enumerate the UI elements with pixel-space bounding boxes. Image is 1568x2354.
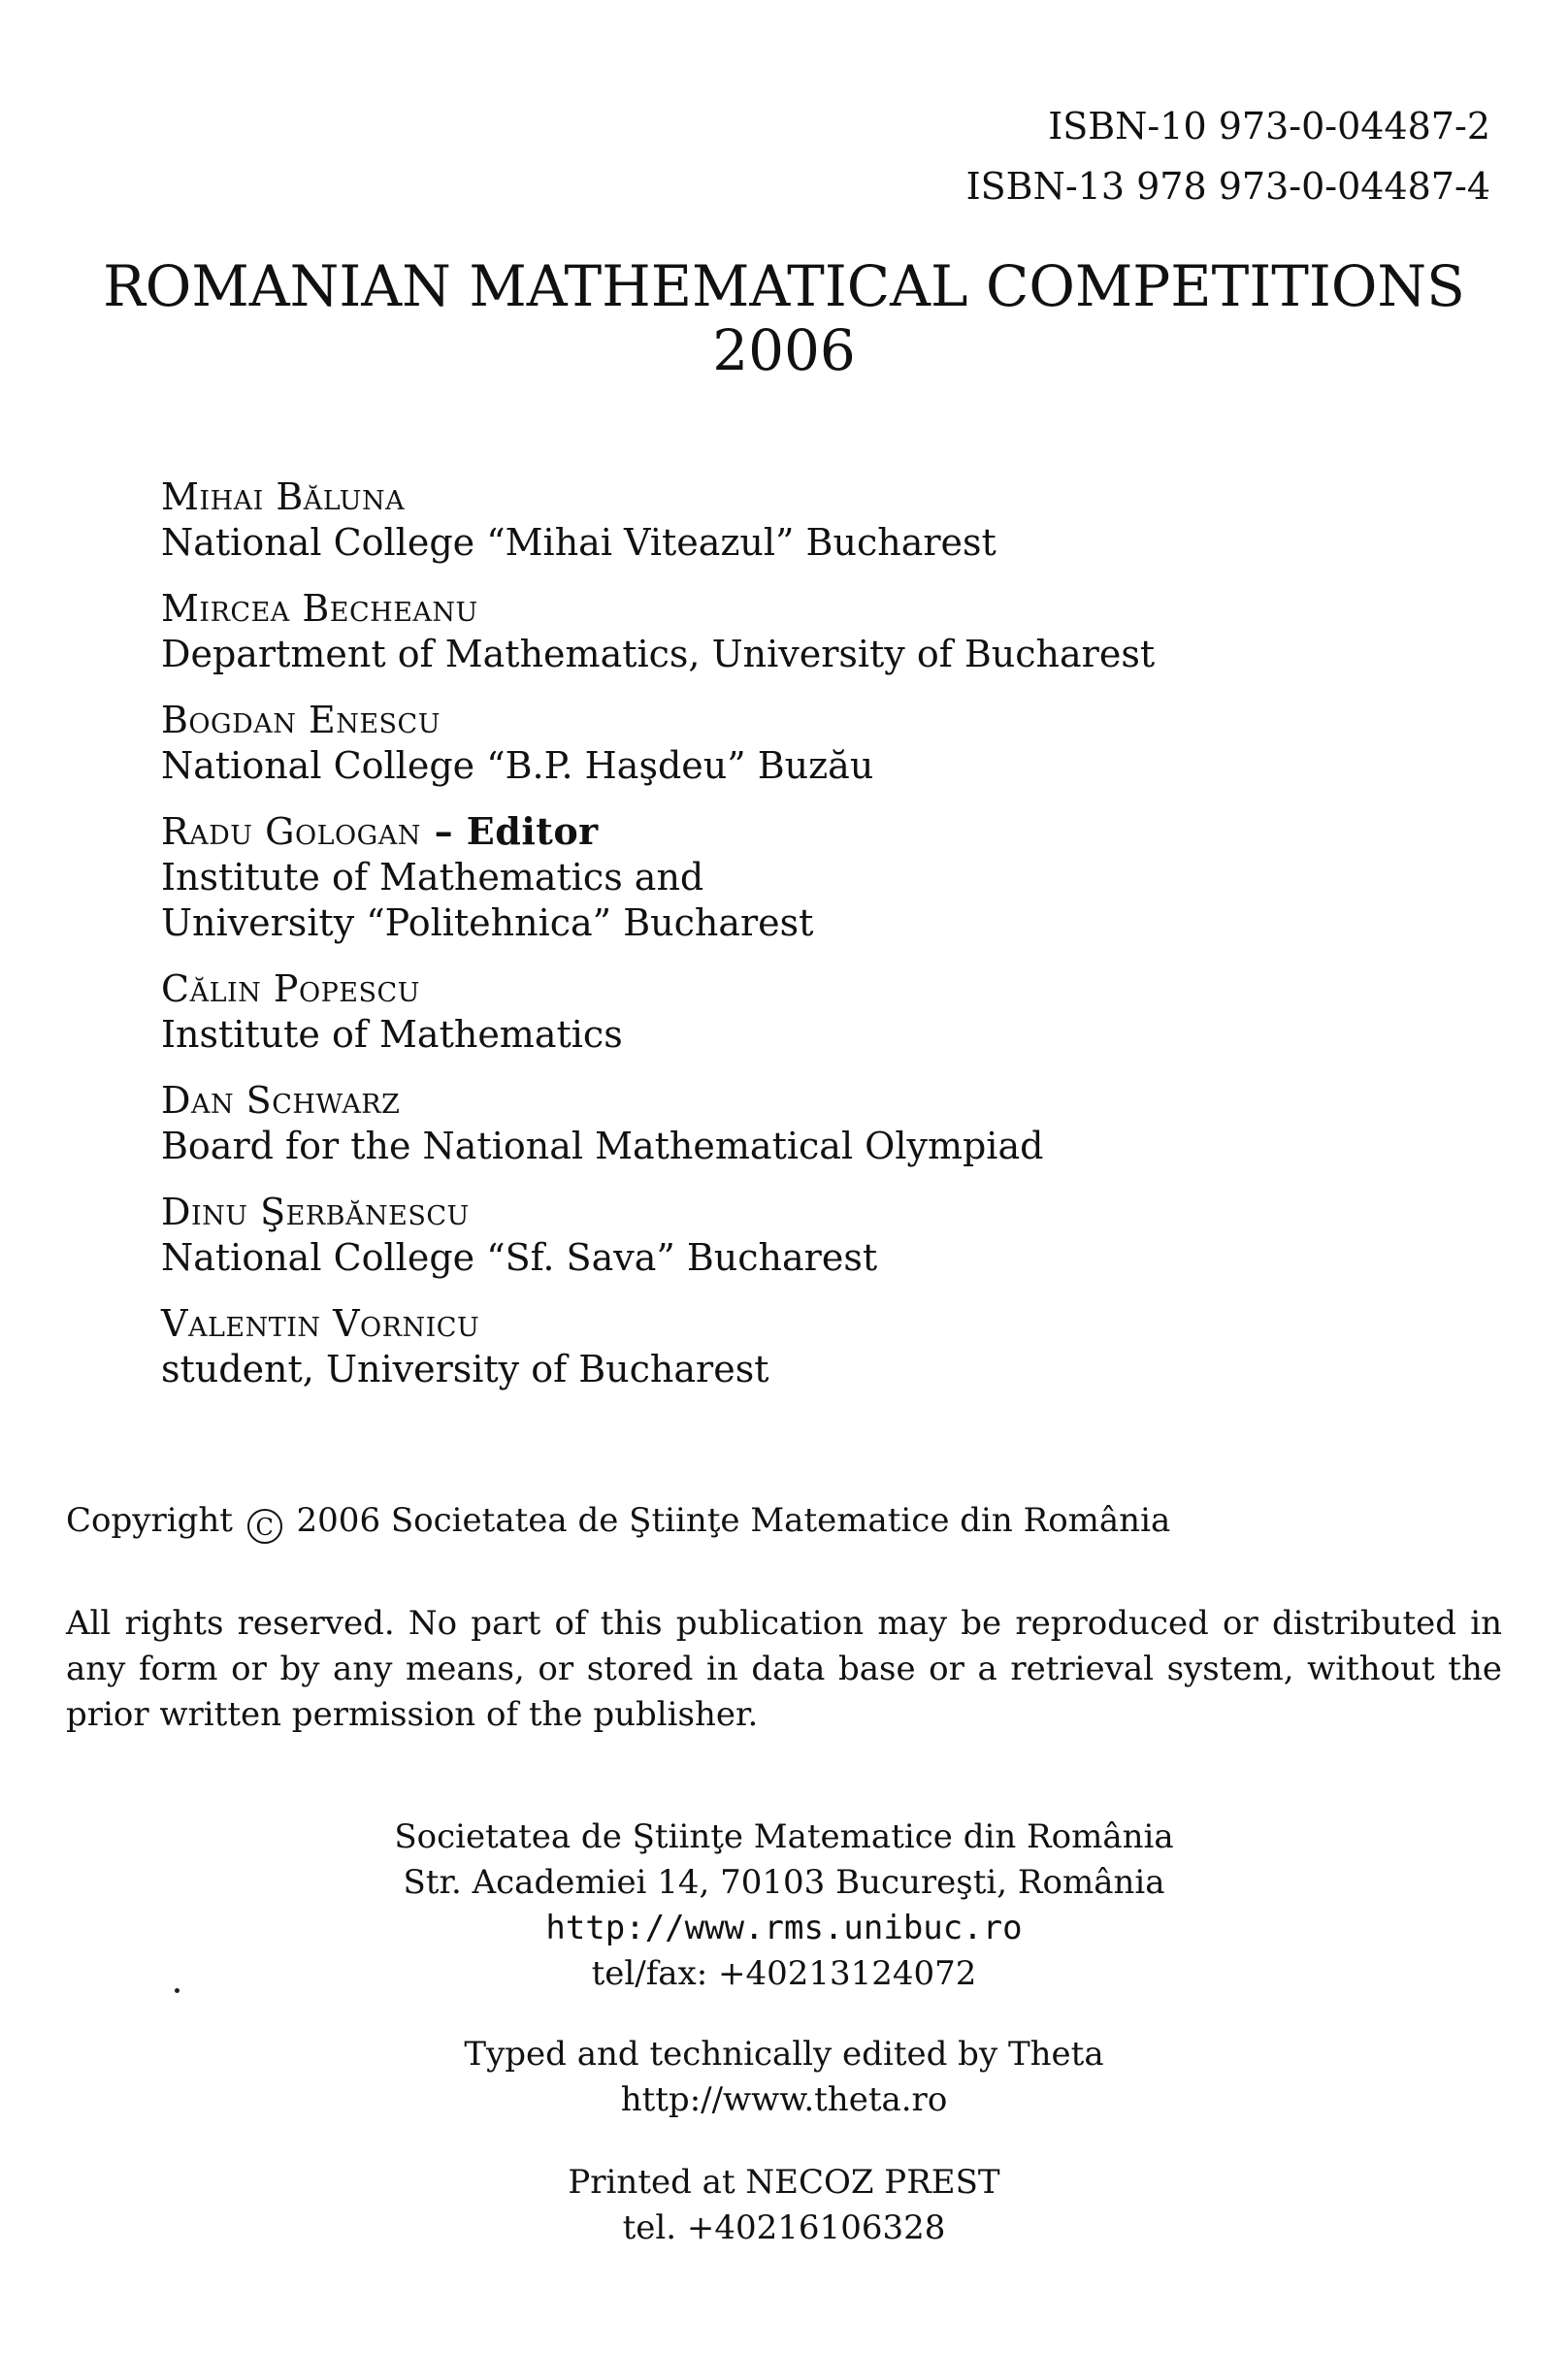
author-name: Dan Schwarz xyxy=(161,1079,401,1122)
author-affiliation: National College “Sf. Sava” Bucharest xyxy=(161,1236,878,1279)
author-name: Mircea Becheanu xyxy=(161,587,478,630)
title-line: ROMANIAN MATHEMATICAL COMPETITIONS xyxy=(103,253,1465,319)
printer-credit: Printed at NECOZ PREST xyxy=(568,2163,1000,2202)
copyright-line xyxy=(66,1500,1170,1544)
author-name: Bogdan Enescu xyxy=(161,699,441,741)
author-entry xyxy=(161,808,1422,946)
publisher-address: Str. Academiei 14, 70103 Bucureşti, România xyxy=(403,1863,1165,1902)
author-entry xyxy=(161,1300,1422,1392)
isbn-13: ISBN-13 978 973-0-04487-4 xyxy=(965,165,1490,208)
stray-dot xyxy=(175,1988,180,1993)
typesetter-credit: Typed and technically edited by Theta xyxy=(464,2035,1104,2074)
isbn-10: ISBN-10 973-0-04487-2 xyxy=(1048,105,1490,147)
author-role: – Editor xyxy=(420,809,599,853)
printer-block xyxy=(0,2160,1568,2251)
copyright-prefix: Copyright xyxy=(66,1501,233,1540)
author-entry xyxy=(161,697,1422,789)
title-year: 2006 xyxy=(712,317,856,383)
author-name: Călin Popescu xyxy=(161,967,420,1010)
author-affiliation: Department of Mathematics, University of Bucharest xyxy=(161,633,1156,675)
author-entry xyxy=(161,585,1422,677)
copyright-icon: C xyxy=(247,1509,282,1544)
publisher-phone: tel/fax: +40213124072 xyxy=(591,1954,977,1993)
author-name: Radu Gologan xyxy=(161,810,421,853)
author-affiliation: National College “B.P. Haşdeu” Buzău xyxy=(161,744,874,787)
author-affiliation: Institute of Mathematics and xyxy=(161,856,704,899)
author-entry xyxy=(161,1077,1422,1169)
publisher-block xyxy=(0,1815,1568,1997)
typesetter-block xyxy=(0,2032,1568,2123)
author-entry xyxy=(161,1189,1422,1281)
author-affiliation: Institute of Mathematics xyxy=(161,1013,623,1056)
publisher-url[interactable]: http://www.rms.unibuc.ro xyxy=(545,1909,1023,1947)
author-affiliation: Board for the National Mathematical Olympiad xyxy=(161,1125,1044,1167)
typesetter-url[interactable]: http://www.theta.ro xyxy=(620,2080,948,2119)
author-affiliation: University “Politehnica” Bucharest xyxy=(161,901,814,944)
author-name: Valentin Vornicu xyxy=(161,1302,480,1345)
copyright-text: 2006 Societatea de Ştiinţe Matematice din România xyxy=(296,1501,1171,1540)
printer-phone: tel. +40216106328 xyxy=(622,2208,946,2247)
book-title xyxy=(0,254,1568,382)
author-affiliation: student, University of Bucharest xyxy=(161,1348,769,1390)
author-name: Dinu Şerbănescu xyxy=(161,1191,470,1233)
author-entry xyxy=(161,965,1422,1058)
author-entry xyxy=(161,474,1422,566)
rights-notice: All rights reserved. No part of this publication may be reproduced or distributed in any form or by any means, or stored in data base or a retrieval system, without the prior written permission of the publisher. xyxy=(66,1604,1502,1734)
author-list xyxy=(161,474,1422,1412)
publisher-name: Societatea de Ştiinţe Matematice din România xyxy=(394,1817,1174,1856)
author-name: Mihai Băluna xyxy=(161,475,406,518)
author-affiliation: National College “Mihai Viteazul” Bucharest xyxy=(161,521,996,564)
